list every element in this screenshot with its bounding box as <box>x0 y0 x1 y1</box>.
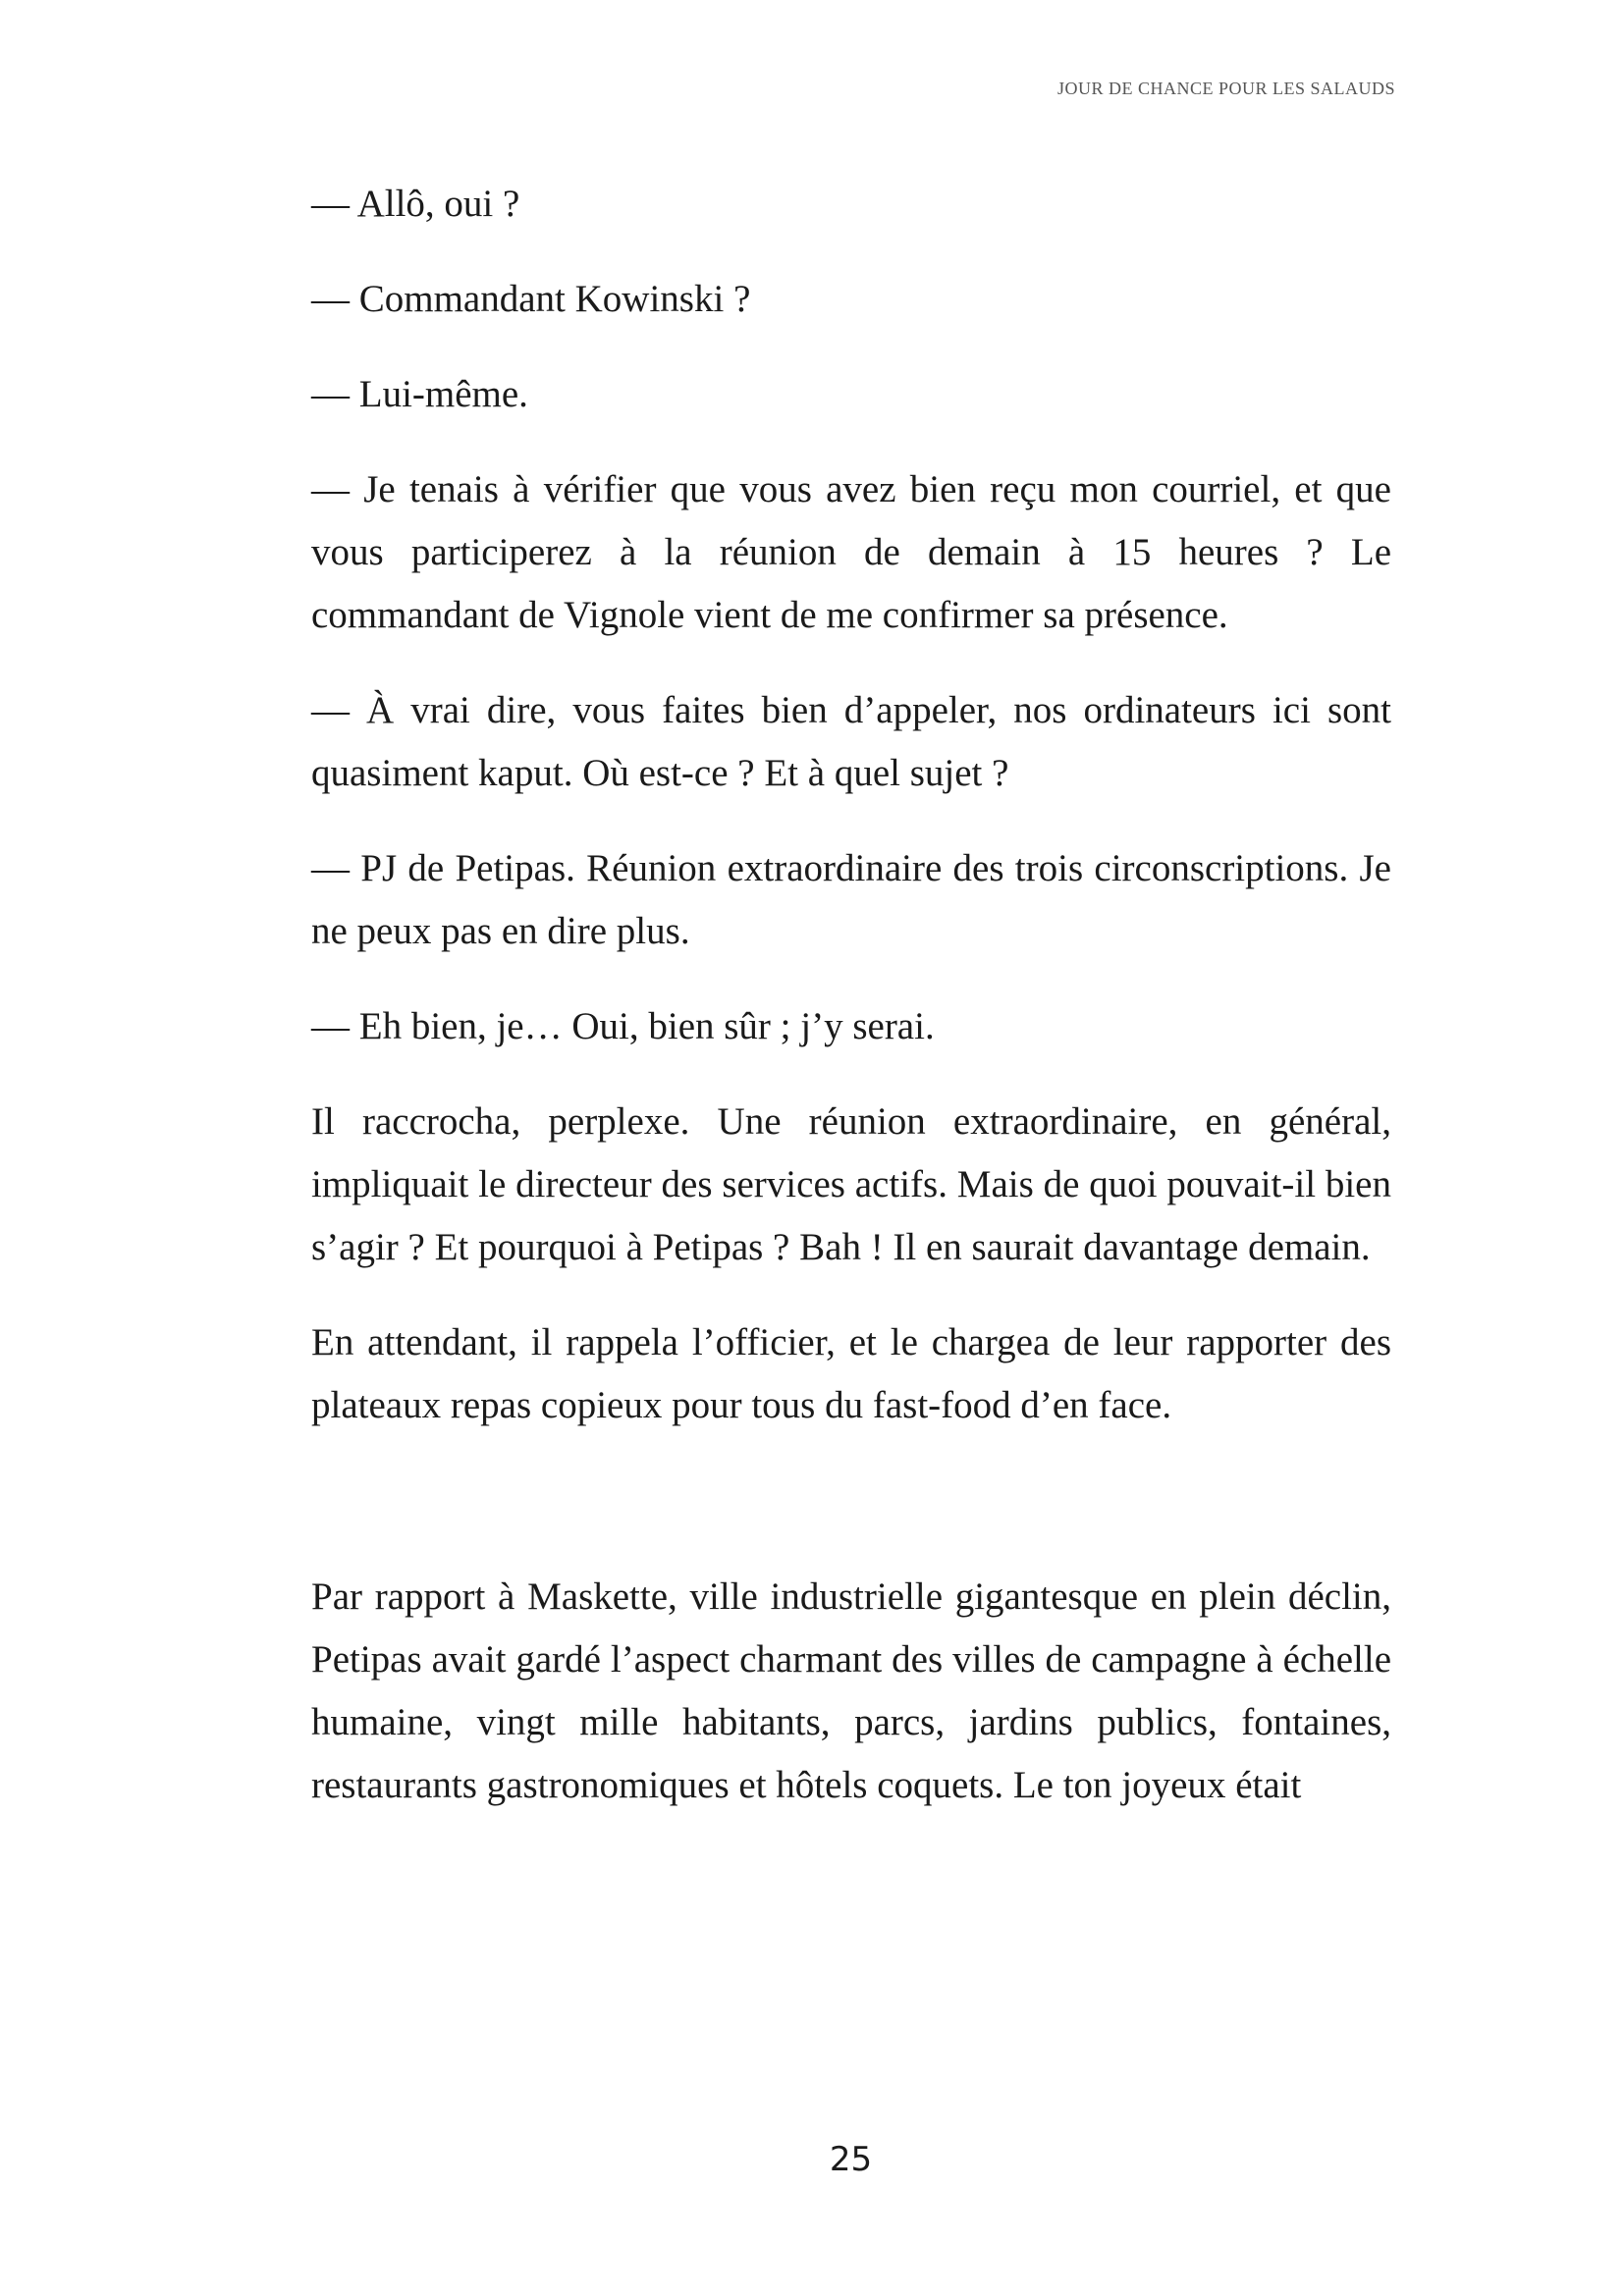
page-number: 25 <box>829 2140 873 2179</box>
paragraph: Par rapport à Maskette, ville industrielle gigantesque en plein déclin, Petipas avait gardé l’aspect charmant des villes de campagne à échelle humaine, vingt mille habitants, parcs, jardins publics, fontaines, restaurants gastronomiques et hôtels coquets. Le ton joyeux était <box>311 1575 1391 1806</box>
running-header: JOUR DE CHANCE POUR LES SALAUDS <box>1056 79 1395 98</box>
paragraph: — PJ de Petipas. Réunion extraordinaire des trois circonscriptions. Je ne peux pas en dire plus. <box>311 847 1391 952</box>
paragraph: Il raccrocha, perplexe. Une réunion extraordinaire, en général, impliquait le directeur des services actifs. Mais de quoi pouvait-il bien s’agir ? Et pourquoi à Petipas ? Bah ! Il en saurait davantage demain. <box>311 1100 1391 1268</box>
paragraph: En attendant, il rappela l’officier, et le chargea de leur rapporter des plateaux repas copieux pour tous du fast-food d’en face. <box>311 1321 1391 1426</box>
paragraph: — Lui-même. <box>311 373 528 415</box>
paragraph: — Commandant Kowinski ? <box>311 278 751 320</box>
body-text <box>311 173 1391 1849</box>
paragraph: — À vrai dire, vous faites bien d’appeler, nos ordinateurs ici sont quasiment kaput. Où est-ce ? Et à quel sujet ? <box>311 689 1391 794</box>
paragraph: — Eh bien, je… Oui, bien sûr ; j’y serai. <box>311 1005 935 1047</box>
paragraph: — Je tenais à vérifier que vous avez bien reçu mon courriel, et que vous participerez à la réunion de demain à 15 heures ? Le commandant de Vignole vient de me confirmer sa présence. <box>311 468 1391 636</box>
paragraph: — Allô, oui ? <box>311 183 520 225</box>
